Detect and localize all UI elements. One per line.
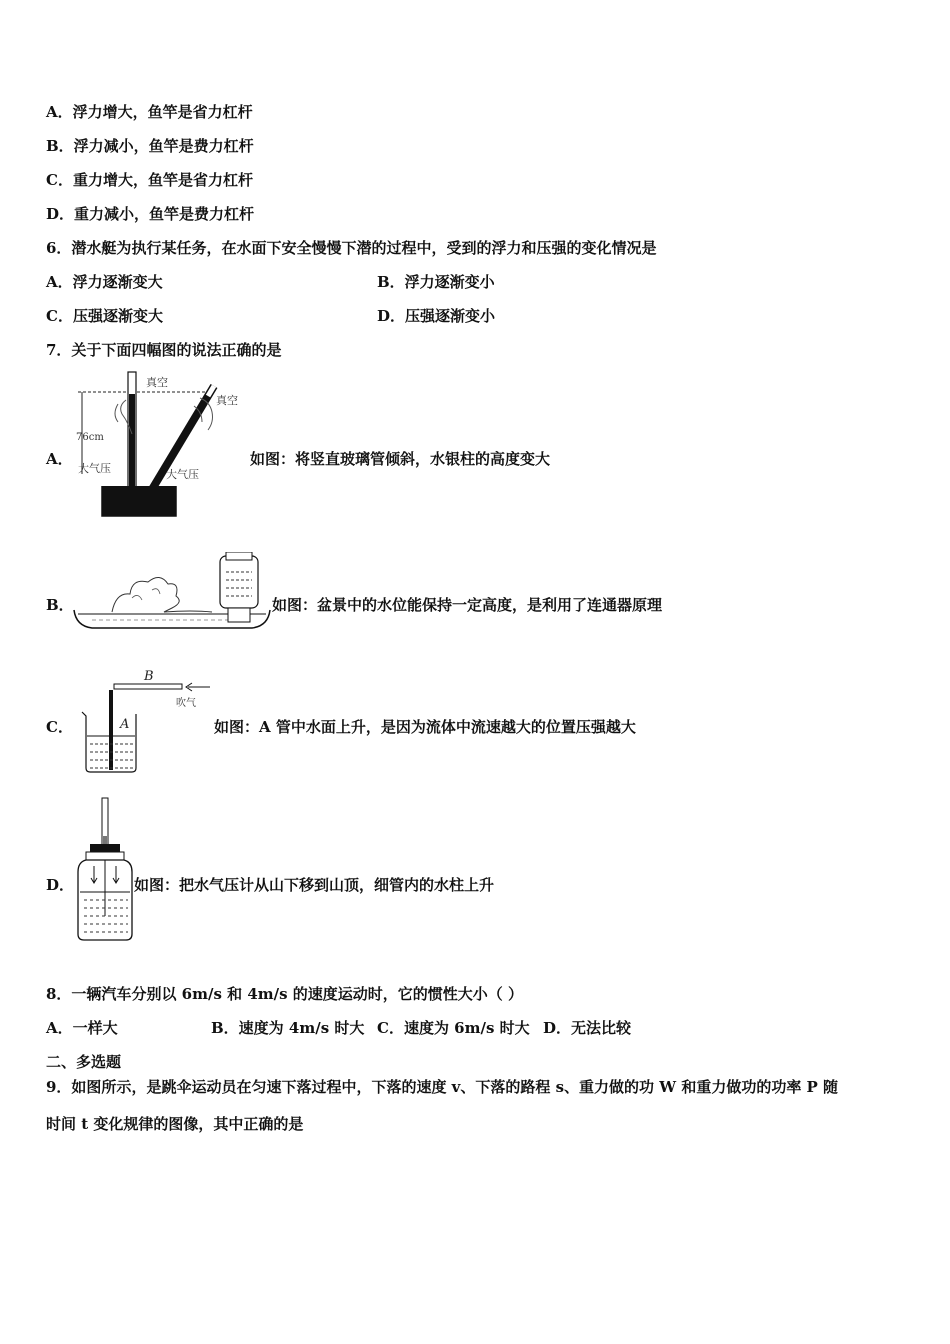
- q5-option-c: C．重力增大，鱼竿是省力杠杆: [46, 171, 253, 189]
- blow-label: 吹气: [176, 698, 196, 709]
- atm-label-2: 大气压: [166, 468, 199, 481]
- vertical-tube-a: [109, 690, 113, 770]
- tube-b-label: B: [144, 669, 154, 684]
- q6-option-c: C．压强逐渐变大: [46, 307, 163, 325]
- q7-option-b-label: B．: [46, 596, 74, 614]
- q9-stem-line1: 9．如图所示，是跳伞运动员在匀速下落过程中，下落的速度 v、下落的路程 s、重力做的功 W 和重力做功的功率 P 随: [46, 1078, 839, 1096]
- q7-option-c-label: C．: [46, 718, 73, 736]
- q8-option-c: C．速度为 6m/s 时大: [377, 1019, 530, 1037]
- q6-option-d: D．压强逐渐变小: [377, 307, 496, 325]
- q7-stem: 7．关于下面四幅图的说法正确的是: [46, 341, 282, 359]
- barometer-bottle-figure: [74, 796, 138, 946]
- q7-option-a-label: A．: [46, 450, 73, 468]
- q6-option-b: B．浮力逐渐变小: [377, 273, 495, 291]
- q5-option-b: B．浮力减小，鱼竿是费力杠杆: [46, 137, 254, 155]
- q8-option-a: A．一样大: [46, 1019, 118, 1037]
- q7-option-b-text: 如图：盆景中的水位能保持一定高度，是利用了连通器原理: [272, 596, 663, 614]
- q7-option-d-label: D．: [46, 876, 75, 894]
- section-title: 二、多选题: [46, 1053, 122, 1071]
- q7-option-a-text: 如图：将竖直玻璃管倾斜，水银柱的高度变大: [250, 450, 551, 468]
- q8-option-d: D．无法比较: [543, 1019, 632, 1037]
- height-label: 76cm: [76, 432, 104, 443]
- q7-option-d-text: 如图：把水气压计从山下移到山顶，细管内的水柱上升: [134, 876, 495, 894]
- q6-stem: 6．潜水艇为执行某任务，在水面下安全慢慢下潜的过程中，受到的浮力和压强的变化情况是: [46, 239, 657, 257]
- q6-option-a: A．浮力逐渐变大: [46, 273, 163, 291]
- inverted-bottle: [220, 556, 258, 608]
- blowing-figure: [76, 664, 216, 774]
- q8-option-b: B．速度为 4m/s 时大: [211, 1019, 365, 1037]
- q9-stem-line2: 时间 t 变化规律的图像，其中正确的是: [46, 1115, 304, 1133]
- vacuum-label-2: 真空: [216, 394, 238, 407]
- rock-landscape: [112, 577, 212, 612]
- q8-stem: 8．一辆汽车分别以 6m/s 和 4m/s 的速度运动时，它的惯性大小（ ）: [46, 985, 524, 1003]
- atm-label-1: 大气压: [78, 462, 111, 475]
- bonsai-figure: [72, 552, 272, 634]
- torricelli-figure: [74, 368, 246, 520]
- vacuum-label-1: 真空: [146, 376, 168, 389]
- q7-option-c-text: 如图：A 管中水面上升，是因为流体中流速越大的位置压强越大: [214, 718, 636, 736]
- q5-option-d: D．重力减小，鱼竿是费力杠杆: [46, 205, 255, 223]
- horizontal-tube-b: [114, 684, 182, 689]
- tube-a-label: A: [120, 717, 130, 732]
- q5-option-a: A．浮力增大，鱼竿是省力杠杆: [46, 103, 253, 121]
